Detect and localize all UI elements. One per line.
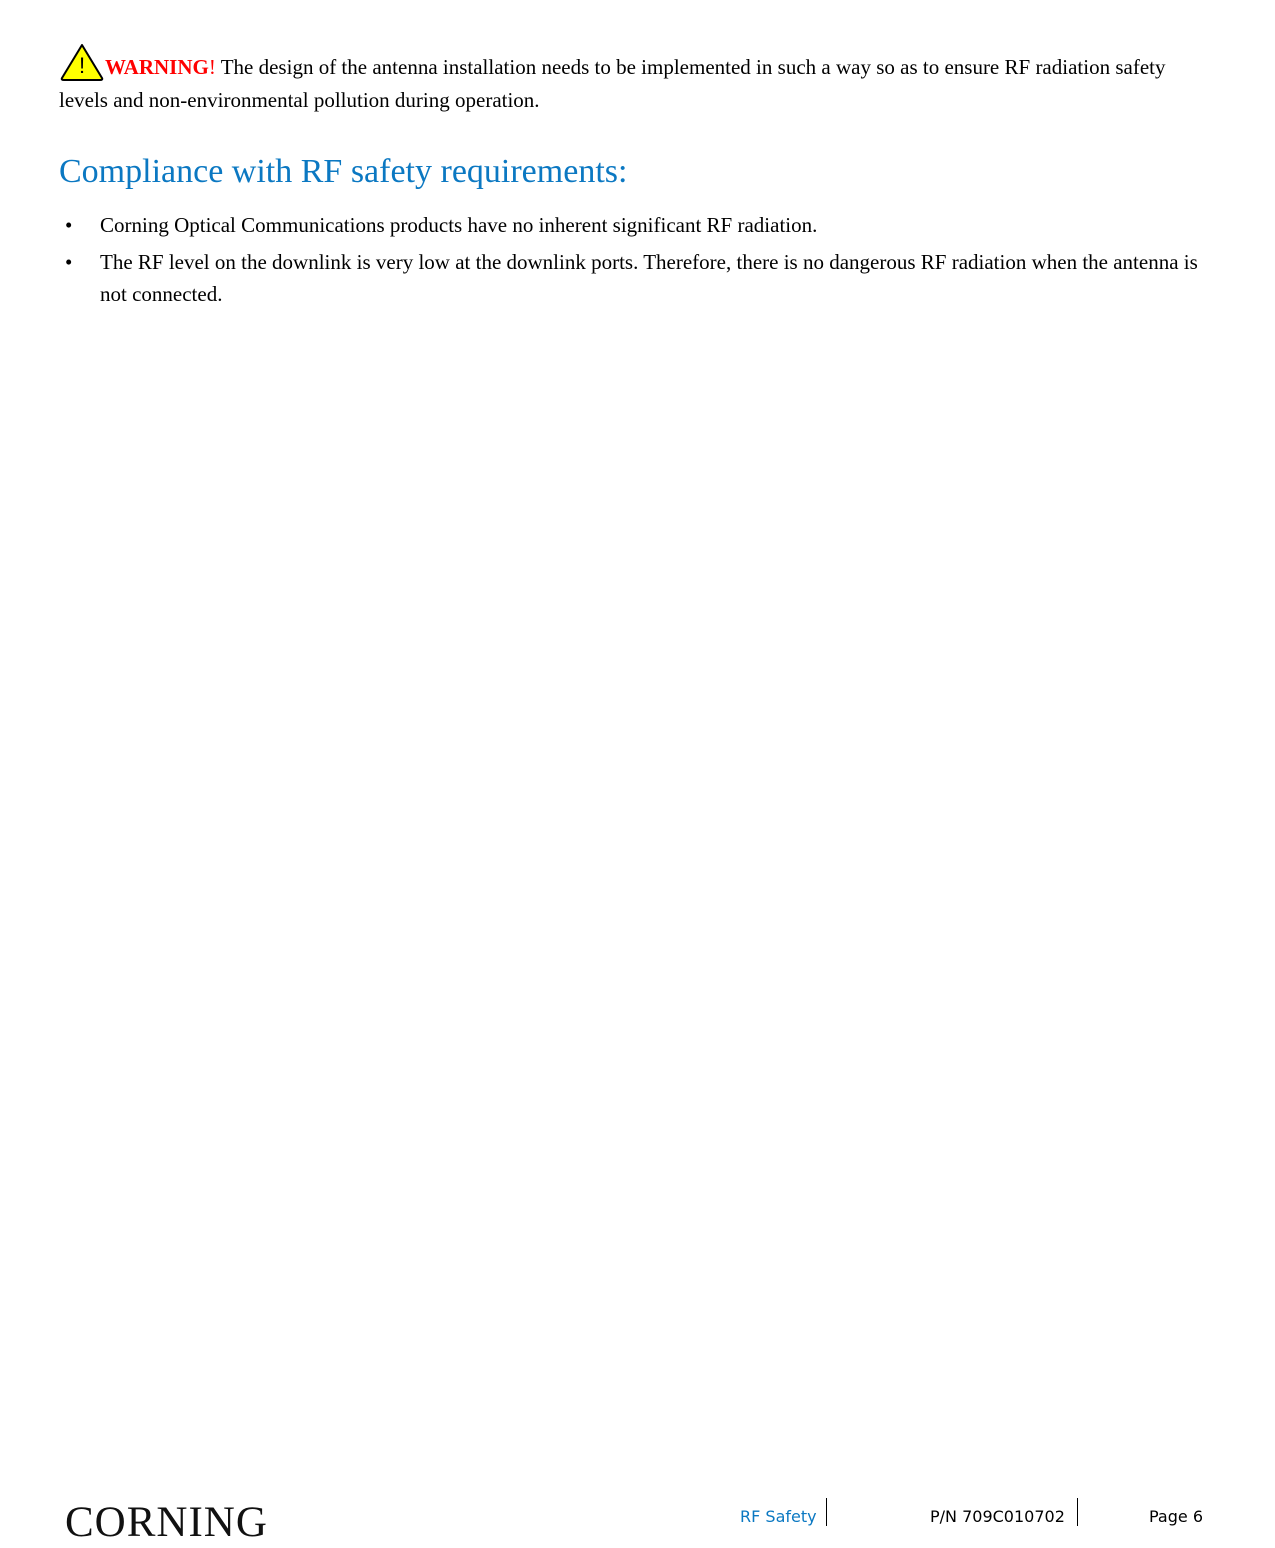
list-item (59, 209, 1219, 241)
footer-part-number: P/N 709C010702 (930, 1507, 1065, 1526)
warning-exclamation: ! (208, 55, 216, 79)
warning-text: The design of the antenna installation needs to be implemented in such a way so as to ensure RF radiation safety levels and non-environmental pollution during operation. (59, 55, 1166, 112)
corning-logo: CORNING (65, 1499, 268, 1546)
footer-section-name: RF Safety (740, 1507, 817, 1526)
footer-divider (1077, 1498, 1078, 1526)
page-footer (0, 1490, 1275, 1548)
list-item (59, 246, 1219, 310)
svg-text:!: ! (78, 53, 86, 78)
warning-triangle-icon (59, 42, 105, 82)
list-item-text: The RF level on the downlink is very low at the downlink ports. Therefore, there is no dangerous RF radiation when the antenna is not connected. (100, 250, 1198, 306)
footer-page-number: Page 6 (1149, 1507, 1203, 1526)
section-heading: Compliance with RF safety requirements: (59, 153, 628, 190)
list-item-text: Corning Optical Communications products have no inherent significant RF radiation. (100, 213, 818, 237)
warning-label: WARNING (105, 55, 209, 79)
bullet-icon: • (65, 250, 73, 274)
warning-note (59, 42, 1219, 117)
footer-divider (826, 1498, 827, 1526)
bullet-icon: • (65, 213, 73, 237)
requirements-list (59, 209, 1219, 315)
